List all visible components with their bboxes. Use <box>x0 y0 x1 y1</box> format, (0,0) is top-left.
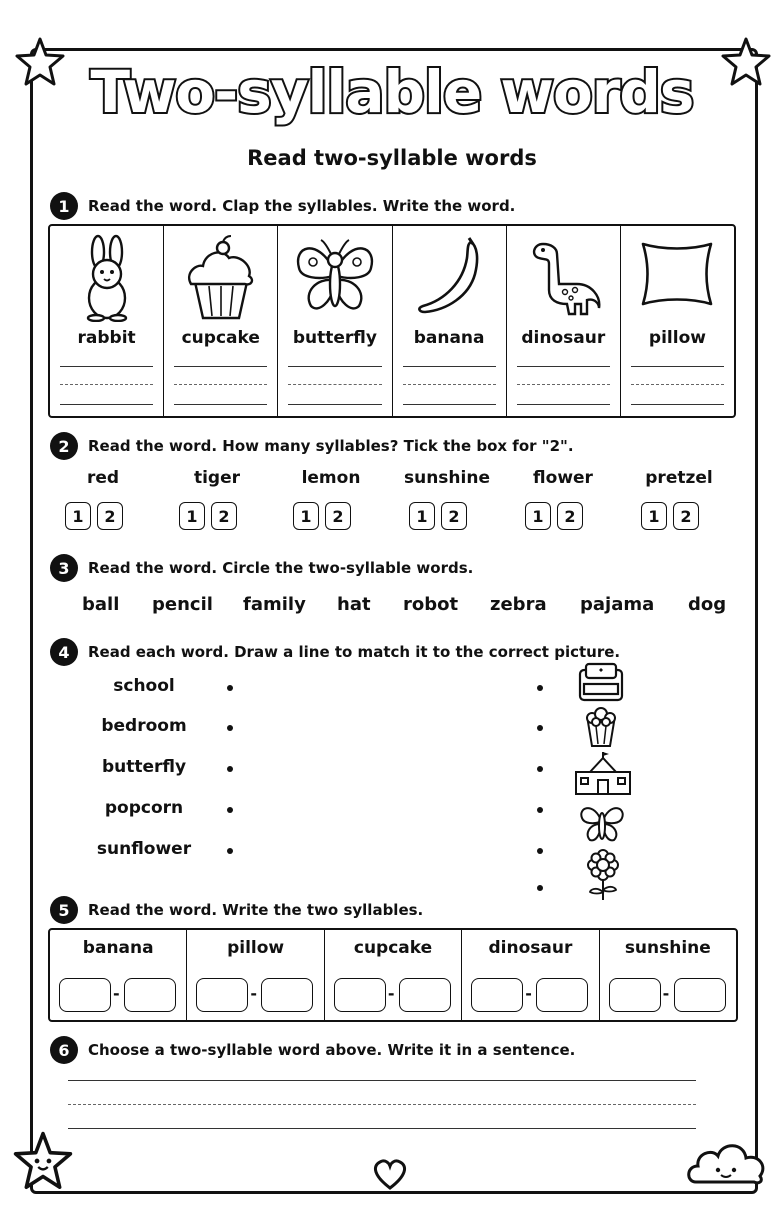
tick-box-group <box>65 502 123 530</box>
tick-box[interactable]: 1 <box>179 502 205 530</box>
syllable-count-word: pretzel <box>645 468 713 488</box>
star-face-icon <box>12 1130 74 1192</box>
syllable-cell <box>600 930 736 1020</box>
match-dot[interactable] <box>537 685 543 691</box>
section-instruction: Choose a two-syllable word above. Write it in a sentence. <box>88 1041 576 1059</box>
banana-icon <box>411 234 487 318</box>
word-label: pillow <box>648 328 706 348</box>
tick-box[interactable]: 1 <box>409 502 435 530</box>
word-label: banana <box>413 328 485 348</box>
word-label: banana <box>82 938 154 958</box>
match-dot[interactable] <box>537 848 543 854</box>
section-number: 4 <box>50 638 78 666</box>
match-word: butterfly <box>101 757 187 777</box>
sentence-write-line[interactable] <box>68 1128 696 1129</box>
word-cell <box>164 226 278 416</box>
write-line[interactable] <box>174 366 267 367</box>
circle-word[interactable]: hat <box>337 594 371 615</box>
word-cell <box>50 226 164 416</box>
write-line[interactable] <box>631 366 724 367</box>
sunflower-icon <box>584 848 622 902</box>
cloud-face-icon <box>684 1130 770 1190</box>
section-instruction: Read the word. Circle the two-syllable words. <box>88 559 474 577</box>
section-instruction: Read each word. Draw a line to match it to the correct picture. <box>88 643 621 661</box>
word-label: rabbit <box>77 328 136 348</box>
syllable-input-box[interactable] <box>196 978 248 1012</box>
section-number: 5 <box>50 896 78 924</box>
match-dot[interactable] <box>227 766 233 772</box>
syllable-count-word: flower <box>533 468 593 488</box>
section-number: 6 <box>50 1036 78 1064</box>
word-label: butterfly <box>292 328 377 348</box>
syllable-hyphen: - <box>525 984 532 1003</box>
tick-box[interactable]: 1 <box>641 502 667 530</box>
match-word: bedroom <box>101 716 187 736</box>
tick-box[interactable]: 1 <box>293 502 319 530</box>
rabbit-icon <box>72 234 142 322</box>
tick-box[interactable]: 1 <box>525 502 551 530</box>
syllable-input-box[interactable] <box>609 978 661 1012</box>
write-line <box>174 404 267 405</box>
syllable-count-word: red <box>86 468 120 488</box>
match-dot[interactable] <box>537 725 543 731</box>
school-icon <box>572 752 634 796</box>
section-4-header <box>50 638 620 666</box>
match-dot[interactable] <box>227 685 233 691</box>
write-line <box>174 384 267 385</box>
page-subtitle: Read two-syllable words <box>247 146 537 170</box>
match-dot[interactable] <box>227 848 233 854</box>
syllable-input-box[interactable] <box>399 978 451 1012</box>
circle-word[interactable]: pencil <box>152 594 213 615</box>
syllable-input-box[interactable] <box>59 978 111 1012</box>
match-dot[interactable] <box>537 807 543 813</box>
write-line <box>403 384 496 385</box>
word-cell <box>621 226 734 416</box>
tick-box[interactable]: 1 <box>65 502 91 530</box>
write-line <box>517 384 610 385</box>
butterfly-icon <box>293 234 377 318</box>
syllable-hyphen: - <box>662 984 670 1003</box>
circle-word[interactable]: zebra <box>490 594 547 615</box>
write-line[interactable] <box>288 366 381 367</box>
cupcake-icon <box>183 234 259 322</box>
syllable-cell <box>325 930 462 1020</box>
syllable-cell <box>462 930 599 1020</box>
match-word: popcorn <box>104 798 184 818</box>
circle-word[interactable]: ball <box>82 594 120 615</box>
section-2-header <box>50 432 574 460</box>
page-title: Two-syllable words <box>90 58 694 126</box>
match-word: school <box>113 676 175 696</box>
syllable-input-box[interactable] <box>536 978 588 1012</box>
sentence-guide-line <box>68 1104 696 1105</box>
write-line <box>631 404 724 405</box>
write-line[interactable] <box>60 366 153 367</box>
tick-box[interactable]: 2 <box>211 502 237 530</box>
section-number: 3 <box>50 554 78 582</box>
section-3-header <box>50 554 473 582</box>
circle-word[interactable]: family <box>243 594 306 615</box>
word-cell <box>393 226 507 416</box>
section-number: 2 <box>50 432 78 460</box>
syllable-cell <box>50 930 187 1020</box>
word-cell <box>507 226 621 416</box>
match-dot[interactable] <box>227 725 233 731</box>
syllable-count-word: lemon <box>301 468 361 488</box>
syllable-cell <box>187 930 324 1020</box>
word-label: cupcake <box>353 938 433 958</box>
syllable-input-box[interactable] <box>124 978 176 1012</box>
heart-icon <box>370 1156 410 1192</box>
dinosaur-icon <box>525 234 601 318</box>
write-line <box>517 404 610 405</box>
tick-box[interactable]: 2 <box>325 502 351 530</box>
write-line <box>288 404 381 405</box>
syllable-count-word: tiger <box>193 468 241 488</box>
word-label: pillow <box>227 938 285 958</box>
tick-box-group <box>293 502 351 530</box>
section-number: 1 <box>50 192 78 220</box>
section-1-word-table <box>48 224 736 418</box>
match-word: sunflower <box>96 839 192 859</box>
word-label: cupcake <box>181 328 260 348</box>
word-label: dinosaur <box>521 328 606 348</box>
word-cell <box>278 226 392 416</box>
syllable-hyphen: - <box>250 984 258 1003</box>
section-5-header <box>50 896 423 924</box>
butterfly-icon <box>578 800 626 844</box>
tick-box[interactable]: 2 <box>673 502 699 530</box>
tick-box-group <box>179 502 237 530</box>
match-dot[interactable] <box>227 807 233 813</box>
tick-box-group <box>409 502 467 530</box>
tick-box[interactable]: 2 <box>557 502 583 530</box>
match-dot[interactable] <box>537 766 543 772</box>
section-instruction: Read the word. How many syllables? Tick the box for "2". <box>88 437 574 455</box>
popcorn-icon <box>582 706 620 748</box>
syllable-hyphen: - <box>387 984 395 1003</box>
pillow-icon <box>635 234 719 314</box>
syllable-hyphen: - <box>113 984 120 1003</box>
section-1-header <box>50 192 515 220</box>
syllable-input-box[interactable] <box>261 978 313 1012</box>
syllable-input-box[interactable] <box>334 978 386 1012</box>
write-line <box>60 404 153 405</box>
tick-box-group <box>641 502 699 530</box>
tick-box-group <box>525 502 583 530</box>
write-line[interactable] <box>403 366 496 367</box>
match-dot[interactable] <box>537 885 543 891</box>
syllable-count-word: sunshine <box>403 468 490 488</box>
section-5-syllable-table <box>48 928 738 1022</box>
section-instruction: Read the word. Write the two syllables. <box>88 901 424 919</box>
write-line <box>288 384 381 385</box>
syllable-input-box[interactable] <box>674 978 726 1012</box>
write-line <box>403 404 496 405</box>
circle-word[interactable]: robot <box>403 594 459 615</box>
write-line <box>60 384 153 385</box>
bed-icon <box>576 660 626 704</box>
section-6-header <box>50 1036 575 1064</box>
syllable-input-box[interactable] <box>471 978 523 1012</box>
circle-word[interactable]: pajama <box>580 594 655 615</box>
write-line <box>631 384 724 385</box>
section-instruction: Read the word. Clap the syllables. Write the word. <box>88 197 516 215</box>
tick-box[interactable]: 2 <box>97 502 123 530</box>
word-label: sunshine <box>624 938 711 958</box>
word-label: dinosaur <box>488 938 573 958</box>
circle-word[interactable]: dog <box>688 594 727 615</box>
sentence-write-line[interactable] <box>68 1080 696 1081</box>
tick-box[interactable]: 2 <box>441 502 467 530</box>
write-line[interactable] <box>517 366 610 367</box>
